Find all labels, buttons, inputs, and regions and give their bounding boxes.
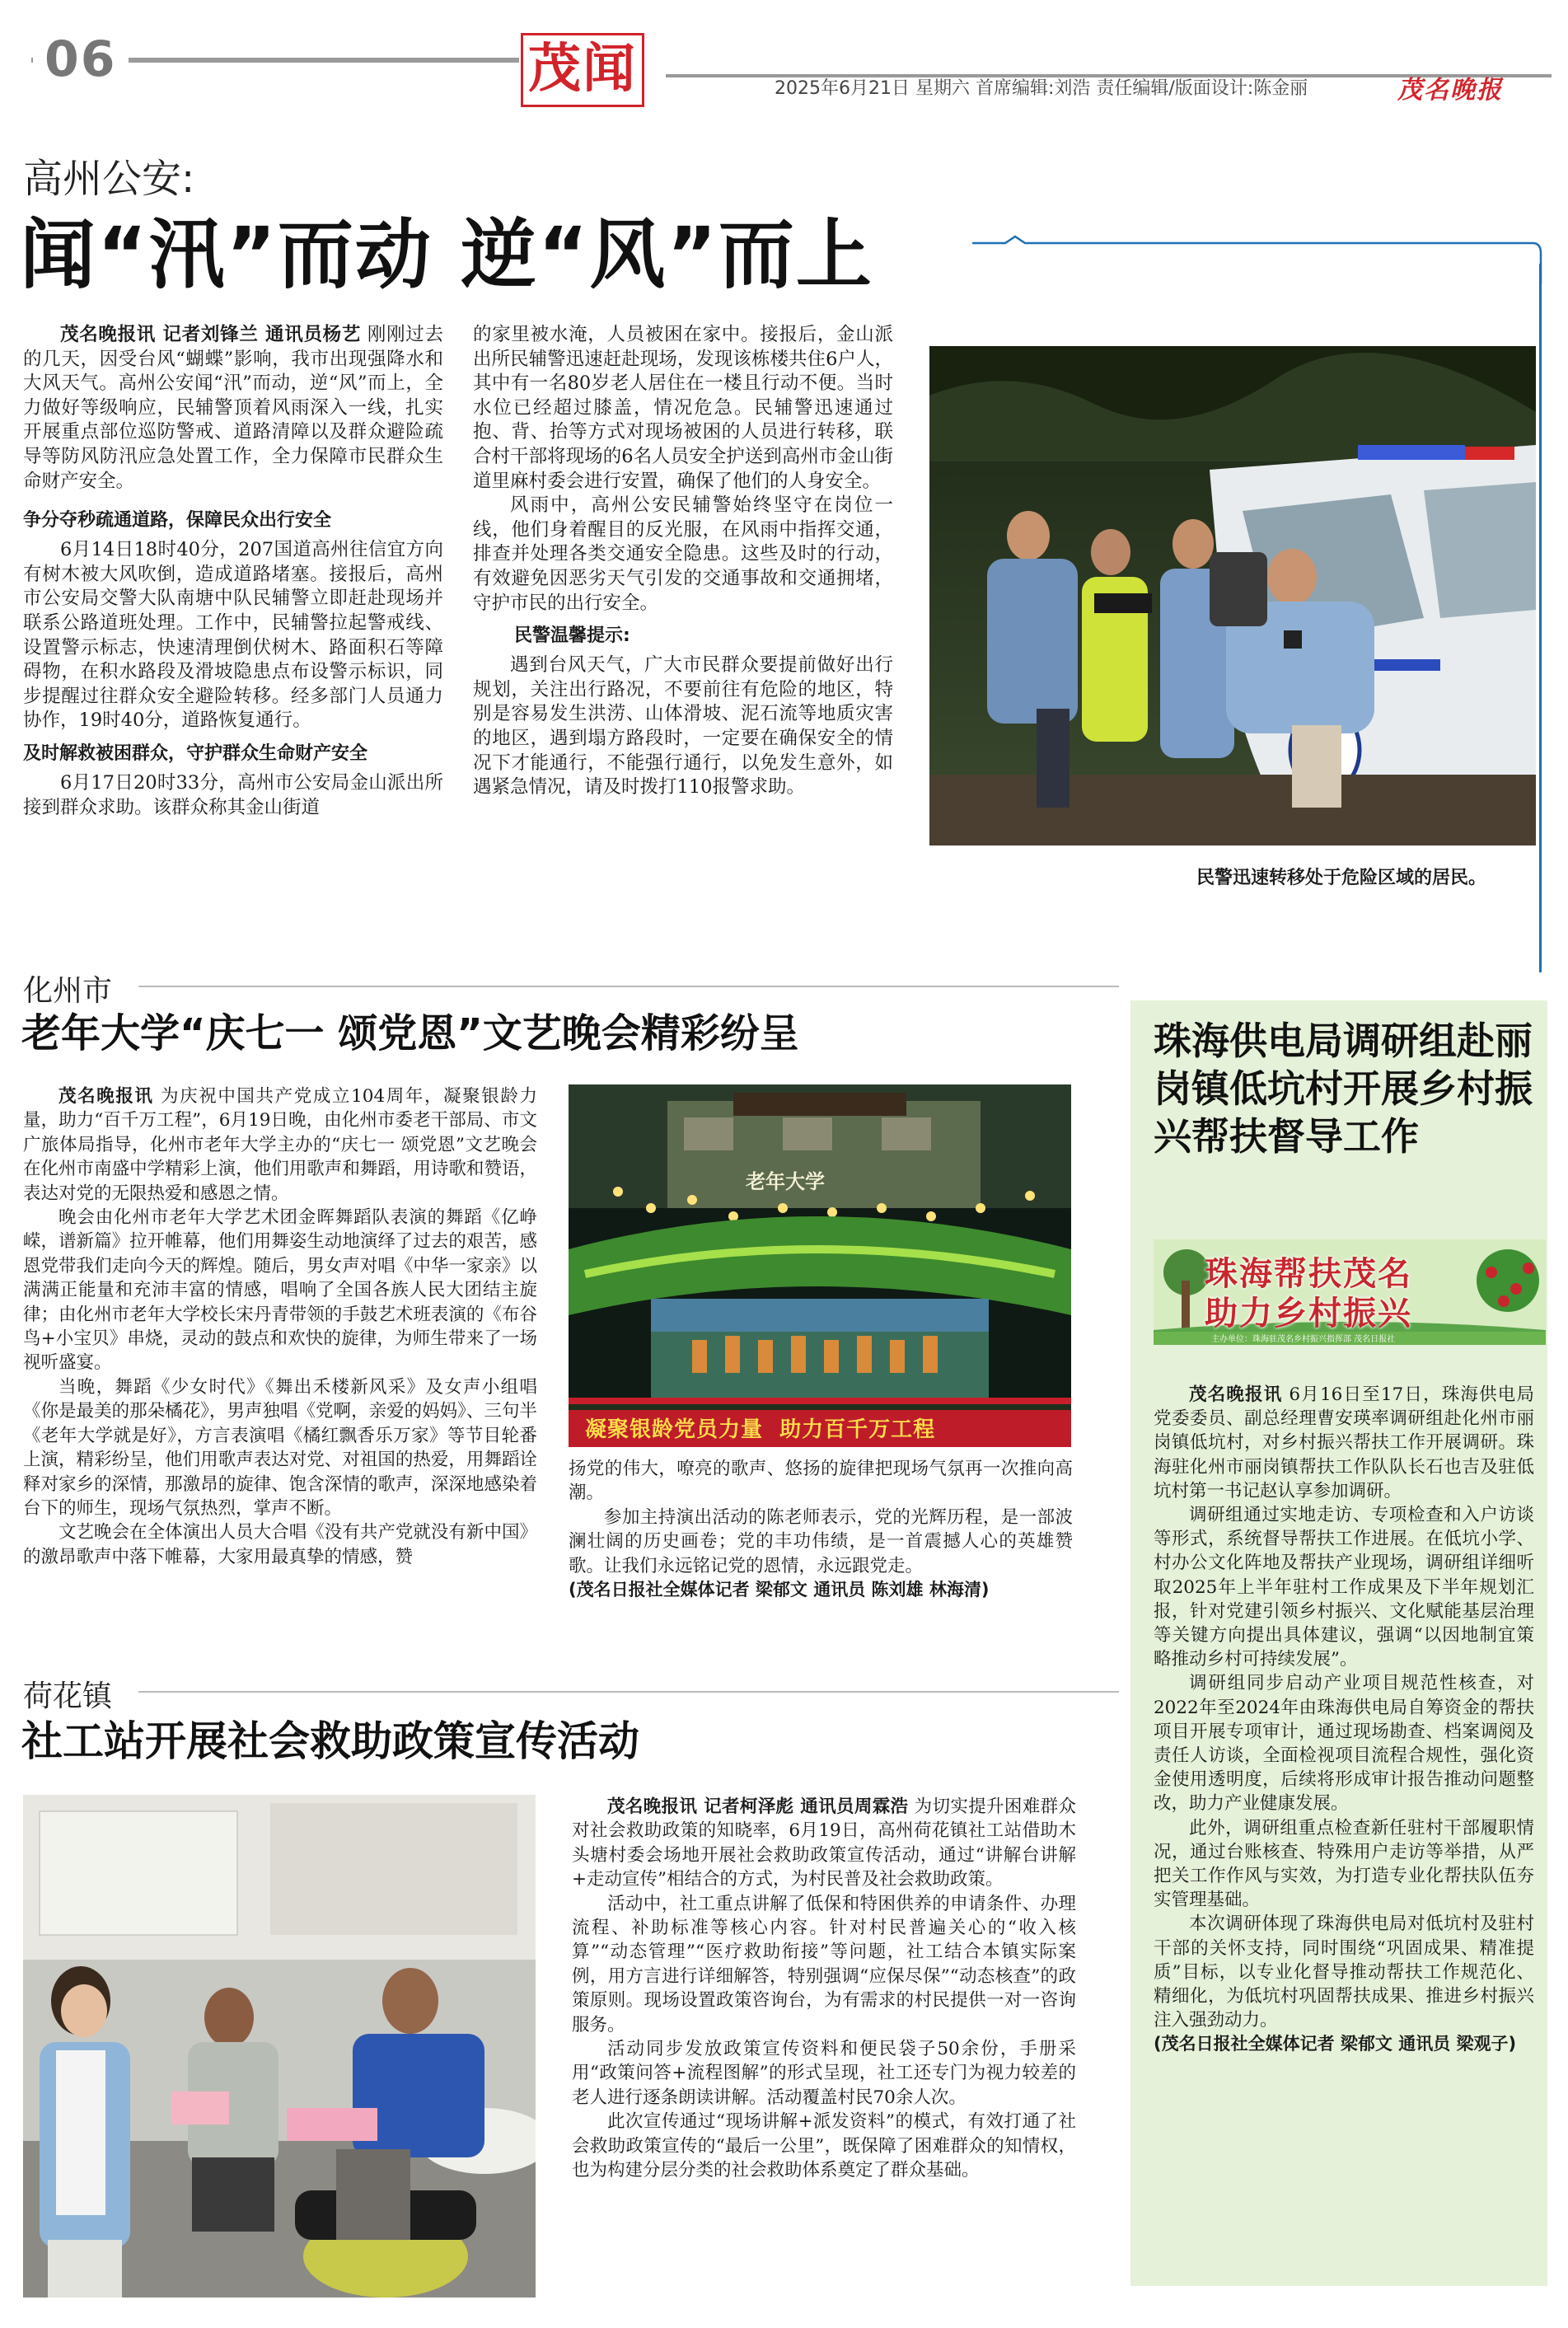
article3-top-rule [138,1691,1119,1693]
article2-lead: 为庆祝中国共产党成立104周年，凝聚银龄力量，助力“百千万工程”，6月19日晚，由化州市委老干部局、市文广旅体局指导，化州市老年大学主办的“庆七一 颂党恩”文艺晚会在化州市南盛中学精彩上演，他们用歌声和舞蹈，用诗歌和赞语，表达对党的无限热爱和感恩之情。 [23,1086,537,1204]
article1-subhead-2: 及时解救被困群众，守护群众生命财产安全 [23,742,368,764]
article2-byline: 茂名晚报讯 [59,1086,154,1107]
article2-para-3a: 文艺晚会在全体演出人员大合唱《没有共产党就没有新中国》的激昂歌声中落下帷幕，大家用最真挚的情感，赞 [23,1522,537,1567]
section-name-box [521,33,644,107]
article2-photo-screen-text: 老年大学 [746,1170,825,1193]
article1-para-2a: 6月17日20时33分，高州市公安局金山派出所接到群众求助。该群众称其金山街道 [23,771,443,818]
article2-para-3: 扬党的伟大，嘹亮的歌声、悠扬的旋律把现场气氛再一次推向高潮。 [569,1459,1073,1504]
article2-kicker: 化州市 [23,974,113,1008]
article2-para-2: 当晚，舞蹈《少女时代》《舞出禾楼新风采》及女声小组唱《你是最美的那朵橘花》，男声独唱《党啊，亲爱的妈妈》、三句半《老年大学就是好》，方言表演唱《橘红飘香乐万家》等节目轮番上演，精彩纷呈，他们用歌声表达对党、对祖国的热爱，用舞蹈诠释对家乡的深情，那激昂的旋律、饱含深情的歌声，深深地感染着台下的师生，现场气氛热烈，掌声不断。 [23,1376,537,1519]
article3-para-1: 活动中，社工重点讲解了低保和特困供养的申请条件、办理流程、补助标准等核心内容。针对村民普遍关心的“收入核算”“动态管理”“医疗救助衔接”等问题，社工结合本镇实际案例，用方言进行详细解答，特别强调“应保尽保”“动态核查”的政策原则。现场设置政策咨询台，为有需求的村民提供一对一咨询服务。 [572,1893,1076,2035]
article3-kicker: 荷花镇 [23,1679,113,1713]
article2-photo [569,1084,1071,1447]
article2-photo-banner: 凝聚银龄党员力量 助力百千万工程 [585,1417,936,1442]
article1-photo-caption: 民警迅速转移处于危险区域的居民。 [1196,868,1487,888]
article4-column [1154,1383,1534,2057]
article2-top-rule [138,986,1119,987]
article1-para-3: 风雨中，高州公安民辅警始终坚守在岗位一线，他们身着醒目的反光服，在风雨中指挥交通，排查并处理各类交通安全隐患。这些及时的行动，有效避免因恶劣天气引发的交通事故和交通拥堵，守护市民的出行安全。 [473,494,893,614]
article4-para-1: 调研组通过实地走访、专项检查和入户访谈等形式，系统督导帮扶工作进展。在低坑小学、村办公文化阵地及帮扶产业现场，调研组详细听取2025年上半年驻村工作成果及下半年规划汇报，针对党建引领乡村振兴、文化赋能基层治理等关键方向提出具体建议，强调“以因地制宜策略推动乡村可持续发展”。 [1154,1505,1534,1670]
page-number: 06 [33,25,129,94]
article1-frame-right [1539,264,1542,972]
article1-lead: 刚刚过去的几天，因受台风“蝴蝶”影响，我市出现强降水和大风天气。高州公安闻“汛”而动，逆“风”而上，全力做好等级响应，民辅警顶着风雨深入一线，扎实开展重点部位巡防警戒、道路清障以及群众避险疏导等防风防汛应急处置工作，全力保障市民群众生命财产安全。 [23,324,444,492]
date-line: 2025年6月21日 星期六 首席编辑:刘浩 责任编辑/版面设计:陈金丽 [775,78,1308,99]
article3-photo [23,1795,536,2298]
article2-headline: 老年大学“庆七一 颂党恩”文艺晚会精彩纷呈 [21,1010,799,1056]
article1-photo [929,346,1536,845]
article3-column [572,1795,1076,2183]
article4-headline: 珠海供电局调研组赴丽岗镇低坑村开展乡村振兴帮扶督导工作 [1154,1019,1533,1159]
article4-sidebar [1130,1000,1547,2286]
article4-lead: 6月16日至17日，珠海供电局党委委员、副总经理曹安瑛率调研组赴化州市丽岗镇低坑村，对乡村振兴帮扶工作开展调研。珠海驻化州市丽岗镇帮扶工作队队长石也吉及驻低坑村第一书记赵认享参加调研。 [1154,1384,1534,1501]
article1-frame-line [972,235,1549,284]
article4-banner-small: 主办单位：珠海驻茂名乡村振兴指挥部 茂名日报社 [1211,1335,1396,1344]
section-name: 茂闻 [528,39,637,100]
article1-para-4: 遇到台风天气，广大市民群众要提前做好出行规划，关注出行路况，不要前往有危险的地区，特别是容易发生洪涝、山体滑坡、泥石流等地质灾害的地区，遇到塌方路段时，一定要在确保安全的情况下才能通行，不能强行通行，以免发生意外，如遇紧急情况，请及时拨打110报警求助。 [473,654,893,799]
article1-para-2: 的家里被水淹，人员被困在家中。接报后，金山派出所民辅警迅速赶赴现场，发现该栋楼共住6户人，其中有一名80岁老人居住在一楼且行动不便。当时水位已经超过膝盖，情况危急。民辅警迅速通过抱、背、抬等方式对现场被困的人员进行转移，联合村干部将现场的6名人员安全护送到高州市金山街道里麻村委会进行安置，确保了他们的人身安全。 [473,324,893,492]
article1-subhead-1: 争分夺秒疏通道路，保障民众出行安全 [23,510,332,532]
article4-banner-title-2: 助力乡村振兴 [1205,1295,1412,1333]
article4-byline: 茂名晚报讯 [1189,1384,1283,1405]
article3-para-3: 此次宣传通过“现场讲解+派发资料”的模式，有效打通了社会救助政策宣传的“最后一公里”，既保障了困难群众的知情权，也为构建分层分类的社会救助体系奠定了群众基础。 [572,2111,1076,2181]
article1-byline: 茂名晚报讯 记者刘锋兰 通讯员杨艺 [60,324,362,345]
article2-credit: (茂名日报社全媒体记者 梁郁文 通讯员 陈刘雄 林海清) [569,1580,990,1600]
article1-subhead-3: 民警温馨提示: [514,625,630,647]
article3-byline: 茂名晚报讯 记者柯泽彪 通讯员周霖浩 [607,1796,909,1817]
masthead [0,0,1568,107]
article4-banner-title-1: 珠海帮扶茂名 [1205,1255,1412,1293]
article3-headline: 社工站开展社会救助政策宣传活动 [21,1717,639,1765]
article2-para-4: 参加主持演出活动的陈老师表示，党的光辉历程，是一部波澜壮阔的历史画卷；党的丰功伟绩，是一首震撼人心的英雄赞歌。让我们永远铭记党的恩情，永远跟党走。 [569,1506,1073,1576]
article4-para-4: 本次调研体现了珠海供电局对低坑村及驻村干部的关怀支持，同时围绕“巩固成果、精准提质”目标，以专业化督导推动帮扶工作规范化、精细化，为低坑村巩固帮扶成果、推进乡村振兴注入强劲动力。 [1154,1913,1534,2031]
article4-credit: (茂名日报社全媒体记者 梁郁文 通讯员 梁观子) [1154,2034,1517,2054]
article1-headline: 闻“汛”而动 逆“风”而上 [20,211,873,299]
article3-para-2: 活动同步发放政策宣传资料和便民袋子50余份，手册采用“政策问答+流程图解”的形式呈现，社工还专门为视力较差的老人进行逐条朗读讲解。活动覆盖村民70余人次。 [572,2039,1076,2108]
article2-para-1: 晚会由化州市老年大学艺术团金晖舞蹈队表演的舞蹈《亿峥嵘，谱新篇》拉开帷幕，他们用舞姿生动地演绎了过去的艰苦，感恩党带我们走向今天的辉煌。随后，男女声对唱《中华一家亲》以满满正能量和充沛丰富的情感，唱响了全国各族人民大团结主旋律；由化州市老年大学校长宋丹青带领的手鼓艺术班表演的《布谷鸟+小宝贝》串烧，灵动的鼓点和欢快的旋律，为师生带来了一场视听盛宴。 [23,1207,537,1374]
article1-para-1: 6月14日18时40分，207国道高州往信宜方向有树木被大风吹倒，造成道路堵塞。接报后，高州市公安局交警大队南塘中队民辅警立即赶赴现场并联系公路道班处理。工作中，民辅警拉起警戒线、设置警示标志，快速清理倒伏树木、路面积石等障碍物，在积水路段及滑坡隐患点布设警示标识，同步提醒过往群众安全避险转移。经多部门人员通力协作，19时40分，道路恢复通行。 [23,539,443,732]
article4-banner [1154,1239,1546,1345]
article2-column-1 [23,1084,537,1568]
article1-kicker: 高州公安: [23,156,195,202]
article4-para-3: 此外，调研组重点检查新任驻村干部履职情况，通过台账核查、特殊用户走访等举措，从严把关工作作风与实效，为打造专业化帮扶队伍夯实管理基础。 [1154,1817,1534,1911]
article4-para-2: 调研组同步启动产业项目规范性核查，对2022年至2024年由珠海供电局自筹资金的帮扶项目开展专项审计，通过现场勘查、档案调阅及责任人访谈，全面检视项目流程合规性，强化资金使用透明度，后续将形成审计报告推动问题整改，助力产业健康发展。 [1154,1673,1534,1815]
article2-column-2 [569,1457,1073,1602]
article3-lead: 为切实提升困难群众对社会救助政策的知晓率，6月19日，高州荷花镇社工站借助木头塘村委会场地开展社会救助政策宣传活动，通过“讲解台讲解+走动宣传”相结合的方式，为村民普及社会救助政策。 [572,1796,1076,1890]
paper-logo: 茂名晚报 [1397,76,1503,105]
article1-column-2 [473,323,893,800]
article1-column-1 [23,323,443,844]
